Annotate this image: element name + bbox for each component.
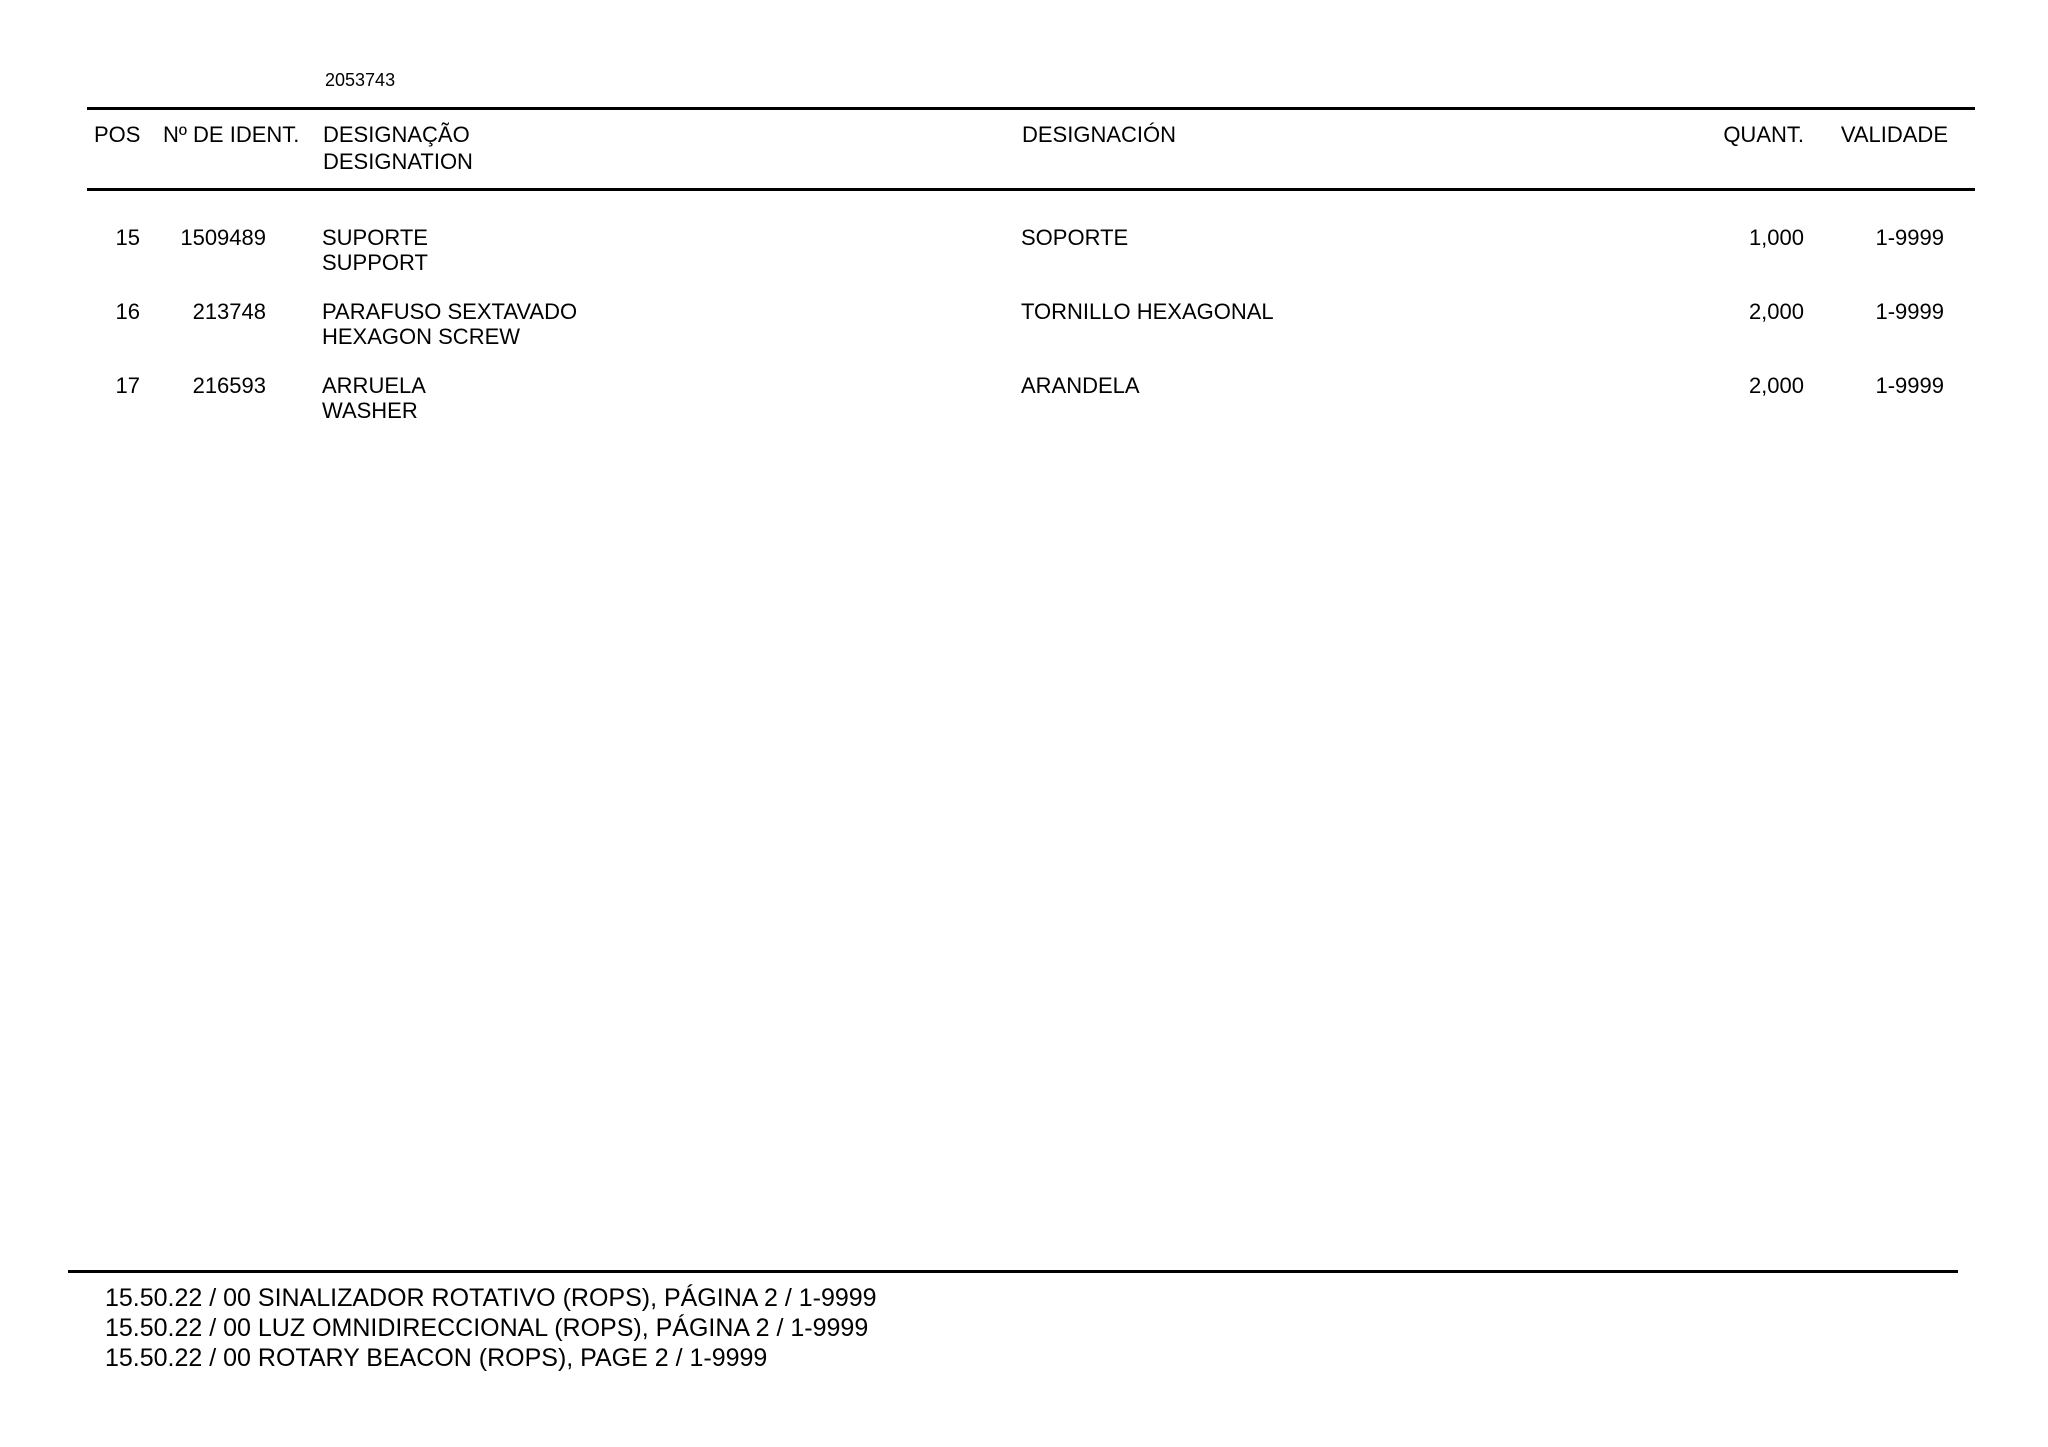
table-row — [0, 299, 2048, 369]
header-quantity: QUANT. — [1723, 122, 1804, 147]
row-quantity: 2,000 — [1748, 373, 1804, 398]
table-row — [0, 225, 2048, 295]
row-validity: 1-9999 — [1875, 299, 1944, 324]
row-validity: 1-9999 — [1875, 373, 1944, 398]
row-designation-en: WASHER — [322, 398, 418, 423]
footer-line-es: 15.50.22 / 00 LUZ OMNIDIRECCIONAL (ROPS), PÁGINA 2 / 1-9999 — [105, 1314, 869, 1342]
header-validity: VALIDADE — [1840, 122, 1948, 147]
row-validity: 1-9999 — [1875, 225, 1944, 250]
document-number: 2053743 — [325, 70, 396, 90]
row-ident: 1509489 — [180, 225, 266, 250]
footer-line-en: 15.50.22 / 00 ROTARY BEACON (ROPS), PAGE 2 / 1-9999 — [105, 1344, 768, 1372]
row-designation-pt: SUPORTE — [322, 225, 428, 250]
row-pos: 17 — [115, 373, 140, 398]
row-ident: 216593 — [192, 373, 266, 398]
row-quantity: 1,000 — [1748, 225, 1804, 250]
header-top-rule — [87, 107, 1975, 110]
footer-line-pt: 15.50.22 / 00 SINALIZADOR ROTATIVO (ROPS), PÁGINA 2 / 1-9999 — [105, 1284, 877, 1312]
row-designation-es: ARANDELA — [1021, 373, 1140, 398]
header-ident: Nº DE IDENT. — [163, 122, 300, 147]
header-designation-pt: DESIGNAÇÃO — [323, 122, 470, 147]
row-pos: 16 — [115, 299, 140, 324]
row-ident: 213748 — [192, 299, 266, 324]
header-bottom-rule — [87, 188, 1975, 191]
table-row — [0, 373, 2048, 443]
row-designation — [322, 373, 426, 423]
row-designation-es: SOPORTE — [1021, 225, 1129, 250]
row-designation — [322, 299, 577, 349]
row-designation-en: SUPPORT — [322, 250, 428, 275]
row-designation — [322, 225, 428, 275]
header-designation-en: DESIGNATION — [323, 149, 473, 174]
row-designation-es: TORNILLO HEXAGONAL — [1021, 299, 1274, 324]
row-pos: 15 — [115, 225, 140, 250]
header-designation-es: DESIGNACIÓN — [1022, 122, 1177, 147]
row-designation-pt: PARAFUSO SEXTAVADO — [322, 299, 578, 324]
footer-rule — [68, 1270, 1958, 1273]
page-footer — [105, 1283, 877, 1373]
header-pos: POS — [94, 122, 141, 147]
row-designation-en: HEXAGON SCREW — [322, 324, 521, 349]
row-designation-pt: ARRUELA — [322, 373, 426, 398]
row-quantity: 2,000 — [1748, 299, 1804, 324]
header-designation-pt-en — [323, 121, 473, 175]
